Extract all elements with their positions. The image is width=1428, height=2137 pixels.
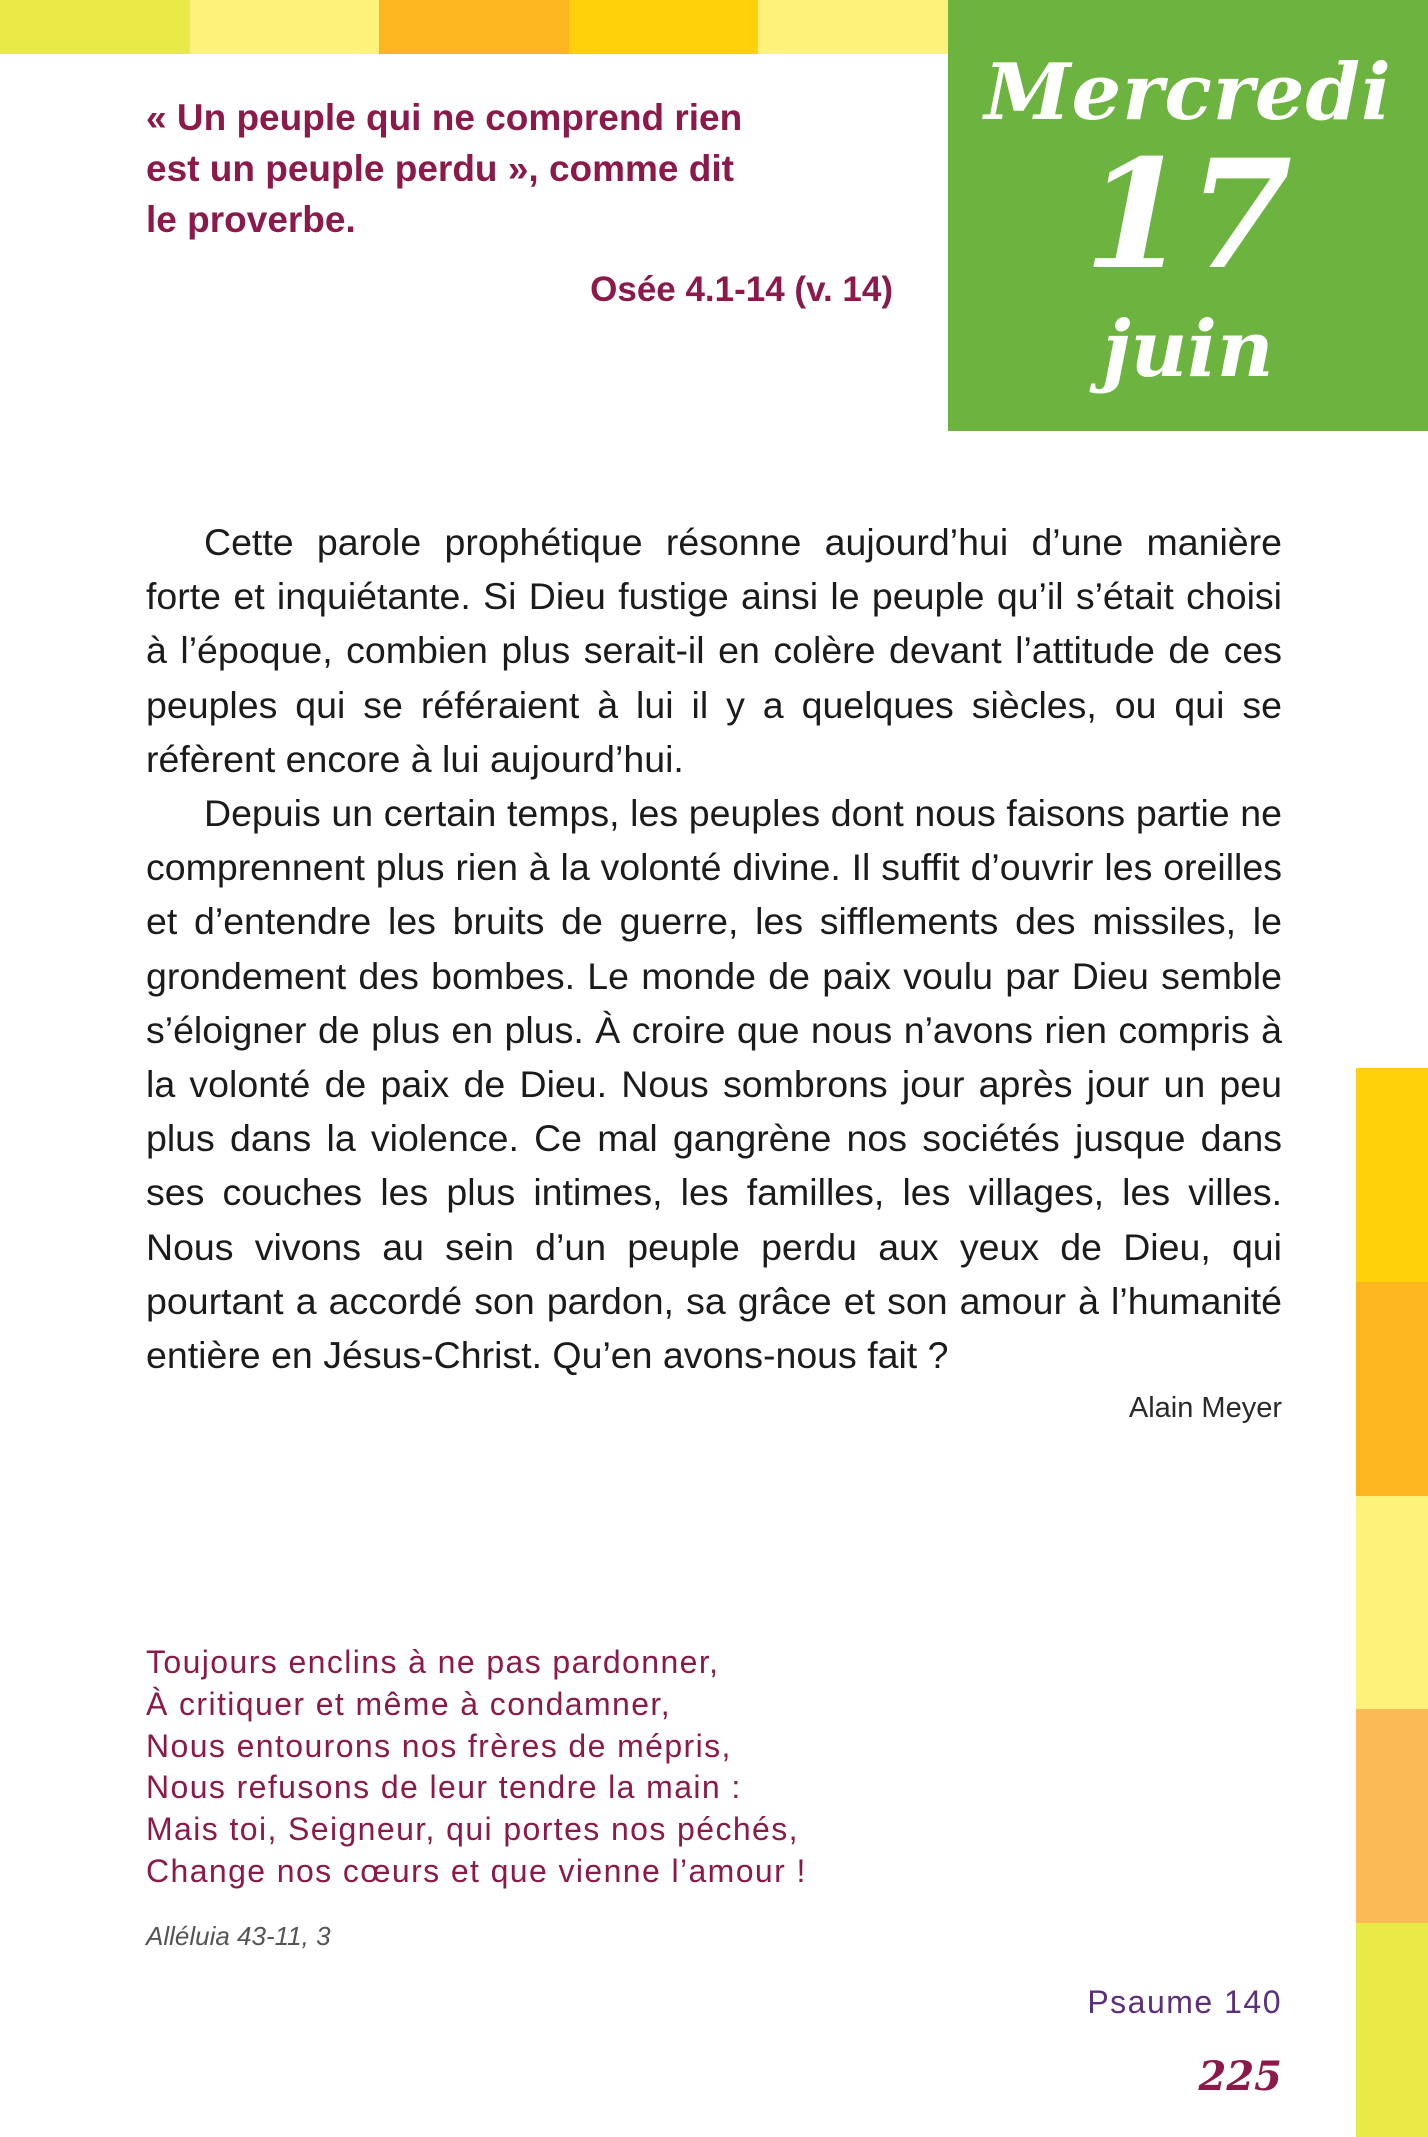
epigraph-line: est un peuple perdu », comme dit bbox=[146, 148, 734, 189]
hymn-line: À critiquer et même à condamner, bbox=[146, 1685, 672, 1722]
date-box bbox=[948, 0, 1428, 431]
epigraph-quote bbox=[146, 92, 776, 245]
epigraph-line: le proverbe. bbox=[146, 199, 356, 240]
date-weekday: Mercredi bbox=[984, 47, 1392, 138]
side-color-strip bbox=[1356, 1068, 1428, 2137]
hymn-line: Change nos cœurs et que vienne l’amour ! bbox=[146, 1852, 807, 1889]
top-strip-segment bbox=[569, 0, 759, 54]
hymn-line: Nous refusons de leur tendre la main : bbox=[146, 1769, 742, 1806]
hymn-line: Mais toi, Seigneur, qui portes nos péchés, bbox=[146, 1811, 799, 1848]
hymn-verse bbox=[146, 1642, 1046, 1893]
hymn-source: Alléluia 43-11, 3 bbox=[146, 1921, 331, 1951]
date-day: 17 bbox=[1083, 127, 1293, 303]
epigraph-line: « Un peuple qui ne comprend rien bbox=[146, 97, 743, 138]
top-strip-segment bbox=[758, 0, 948, 54]
psalm-reference: Psaume 140 bbox=[1087, 1984, 1282, 2020]
side-strip-segment bbox=[1356, 1709, 1428, 1923]
hymn-line: Toujours enclins à ne pas pardonner, bbox=[146, 1644, 720, 1680]
body-paragraph: Cette parole prophétique résonne aujourd’hui d’une manière forte et inquiétante. Si Dieu fustige ainsi le peuple qu’il s’était choisi à l’époque, combien plus serait-il en colère devant l’attitude de ces peuples qui se référaient à lui il y a quelques siècles, ou qui se réfèrent encore à lui aujourd’hui. bbox=[146, 521, 1282, 780]
side-strip-segment bbox=[1356, 1282, 1428, 1496]
top-color-strip bbox=[0, 0, 948, 54]
top-strip-segment bbox=[0, 0, 190, 54]
date-month: juin bbox=[1102, 304, 1274, 395]
meditation-text bbox=[146, 515, 1282, 1382]
author-name: Alain Meyer bbox=[1128, 1392, 1282, 1424]
body-paragraph: Depuis un certain temps, les peuples dont nous faisons partie ne comprennent plus rien à la volonté divine. Il suffit d’ouvrir les oreilles et d’entendre les bruits de guerre, les sifflements des missiles, le grondement des bombes. Le monde de paix voulu par Dieu semble s’éloigner de plus en plus. À croire que nous n’avons rien compris à la volonté de paix de Dieu. Nous sombrons jour après jour un peu plus dans la violence. Ce mal gangrène nos sociétés jusque dans ses couches les plus intimes, les familles, les villages, les villes. Nous vivons au sein d’un peuple perdu aux yeux de Dieu, qui pourtant a accordé son pardon, sa grâce et son amour à l’humanité entière en Jésus-Christ. Qu’en avons-nous fait ? bbox=[146, 792, 1282, 1377]
side-strip-segment bbox=[1356, 1923, 1428, 2137]
hymn-line: Nous entourons nos frères de mépris, bbox=[146, 1727, 732, 1764]
bible-reference: Osée 4.1-14 (v. 14) bbox=[590, 270, 893, 309]
top-strip-segment bbox=[379, 0, 569, 54]
side-strip-segment bbox=[1356, 1068, 1428, 1282]
page-number: 225 bbox=[1198, 2053, 1282, 2100]
top-strip-segment bbox=[190, 0, 380, 54]
side-strip-segment bbox=[1356, 1496, 1428, 1710]
